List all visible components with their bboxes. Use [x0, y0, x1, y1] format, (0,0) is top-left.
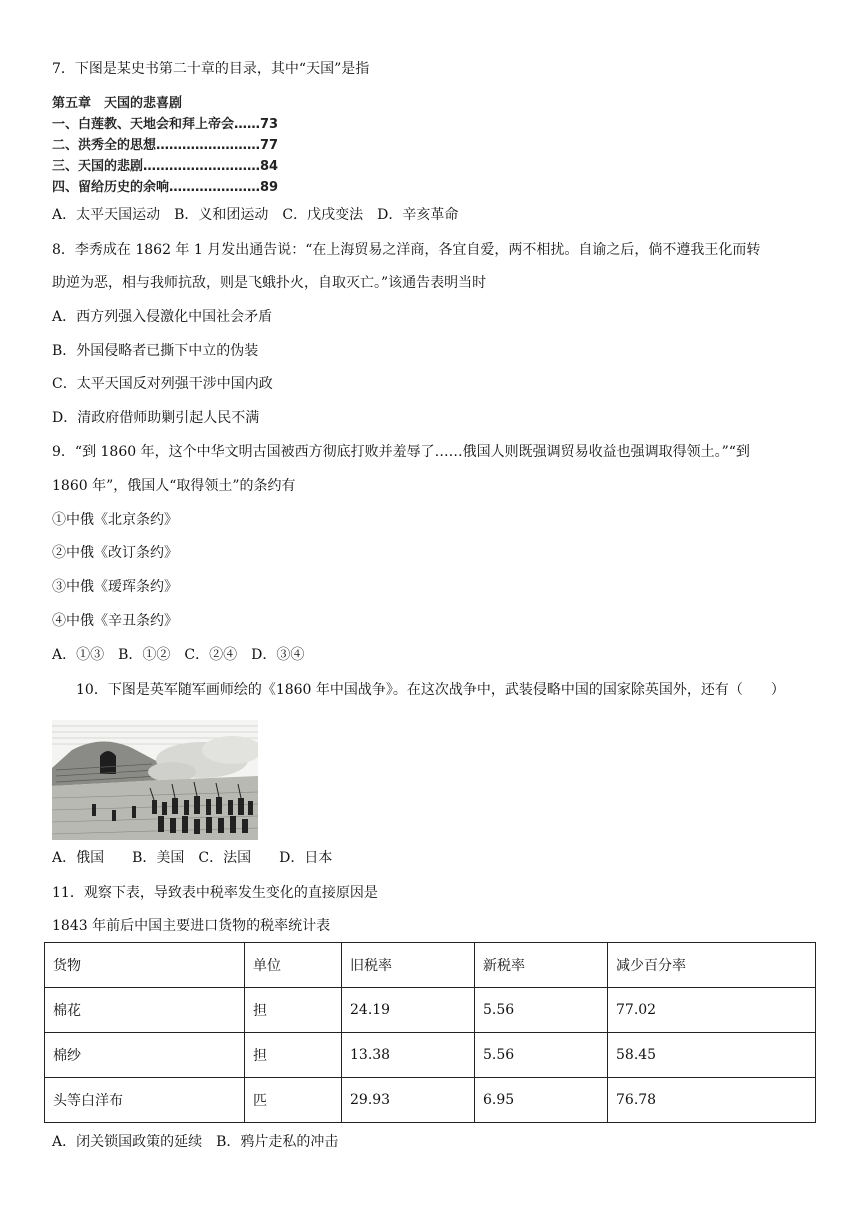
table-header-row: [45, 943, 816, 988]
table-cell: 担: [245, 1033, 342, 1078]
table-row: [45, 1078, 816, 1123]
toc-item: 四、留给历史的余响…………………89: [52, 180, 279, 195]
q9-stem-line1: 9．“到 1860 年，这个中华文明古国被西方彻底打败并羞辱了……俄国人则既强调贸易收益也强调取得领土。”“到: [52, 444, 750, 460]
table-row: [45, 988, 816, 1033]
q8-option-b: B．外国侵略者已撕下中立的伪装: [52, 343, 259, 359]
table-cell: 担: [245, 988, 342, 1033]
q11-options: A．闭关锁国政策的延续 B．鸦片走私的冲击: [52, 1134, 339, 1150]
table-cell: 5.56: [475, 1033, 608, 1078]
table-cell: 6.95: [475, 1078, 608, 1123]
table-header-cell: 新税率: [475, 943, 608, 988]
q9-item-2: ②中俄《改订条约》: [52, 545, 178, 561]
q7-stem: 7．下图是某史书第二十章的目录，其中“天国”是指: [52, 61, 370, 77]
tax-rate-table: [44, 942, 816, 1123]
q10-stem: 10．下图是英军随军画师绘的《1860 年中国战争》。在这次战争中，武装侵略中国的国家除英国外，还有（ ）: [76, 682, 785, 698]
table-cell: 棉花: [45, 988, 245, 1033]
table-cell: 头等白洋布: [45, 1078, 245, 1123]
table-header-cell: 旧税率: [342, 943, 475, 988]
q8-stem-line2: 助逆为恶，相与我师抗敌，则是飞蛾扑火，自取灭亡。”该通告表明当时: [52, 275, 487, 291]
table-cell: 58.45: [608, 1033, 816, 1078]
table-cell: 棉纱: [45, 1033, 245, 1078]
q9-item-4: ④中俄《辛丑条约》: [52, 613, 178, 629]
table-cell: 24.19: [342, 988, 475, 1033]
table-cell: 77.02: [608, 988, 816, 1033]
q9-item-1: ①中俄《北京条约》: [52, 512, 178, 528]
toc-item: 三、天国的悲剧………………………84: [52, 159, 279, 174]
q8-option-c: C．太平天国反对列强干涉中国内政: [52, 376, 273, 392]
q7-options: A．太平天国运动 B．义和团运动 C．戊戌变法 D．辛亥革命: [52, 207, 459, 223]
q8-option-a: A．西方列强入侵激化中国社会矛盾: [52, 309, 273, 325]
q7-toc-figure: [52, 93, 278, 198]
table-row: [45, 1033, 816, 1078]
q11-table-title: 1843 年前后中国主要进口货物的税率统计表: [52, 918, 331, 934]
table-cell: 匹: [245, 1078, 342, 1123]
q8-option-d: D．清政府借师助剿引起人民不满: [52, 410, 260, 426]
table-cell: 5.56: [475, 988, 608, 1033]
toc-item: 二、洪秀全的思想……………………77: [52, 138, 279, 153]
q8-stem-line1: 8．李秀成在 1862 年 1 月发出通告说：“在上海贸易之洋商，各宜自爱，两不相扰。自谕之后，倘不遵我王化而转: [52, 242, 761, 258]
table-cell: 29.93: [342, 1078, 475, 1123]
table-cell: 13.38: [342, 1033, 475, 1078]
q10-options: A．俄国 B．美国 C．法国 D．日本: [52, 850, 333, 866]
table-header-cell: 单位: [245, 943, 342, 988]
q9-item-3: ③中俄《瑷珲条约》: [52, 579, 178, 595]
table-header-cell: 货物: [45, 943, 245, 988]
toc-chapter-title: 第五章 天国的悲喜剧: [52, 96, 183, 111]
table-header-cell: 减少百分率: [608, 943, 816, 988]
q9-stem-line2: 1860 年”，俄国人“取得领土”的条约有: [52, 478, 296, 494]
table-cell: 76.78: [608, 1078, 816, 1123]
q11-stem: 11．观察下表，导致表中税率发生变化的直接原因是: [52, 885, 378, 901]
q9-options: A．①③ B．①② C．②④ D．③④: [52, 647, 305, 663]
war-engraving-image: [52, 720, 258, 840]
toc-item: 一、白莲教、天地会和拜上帝会……73: [52, 117, 279, 132]
